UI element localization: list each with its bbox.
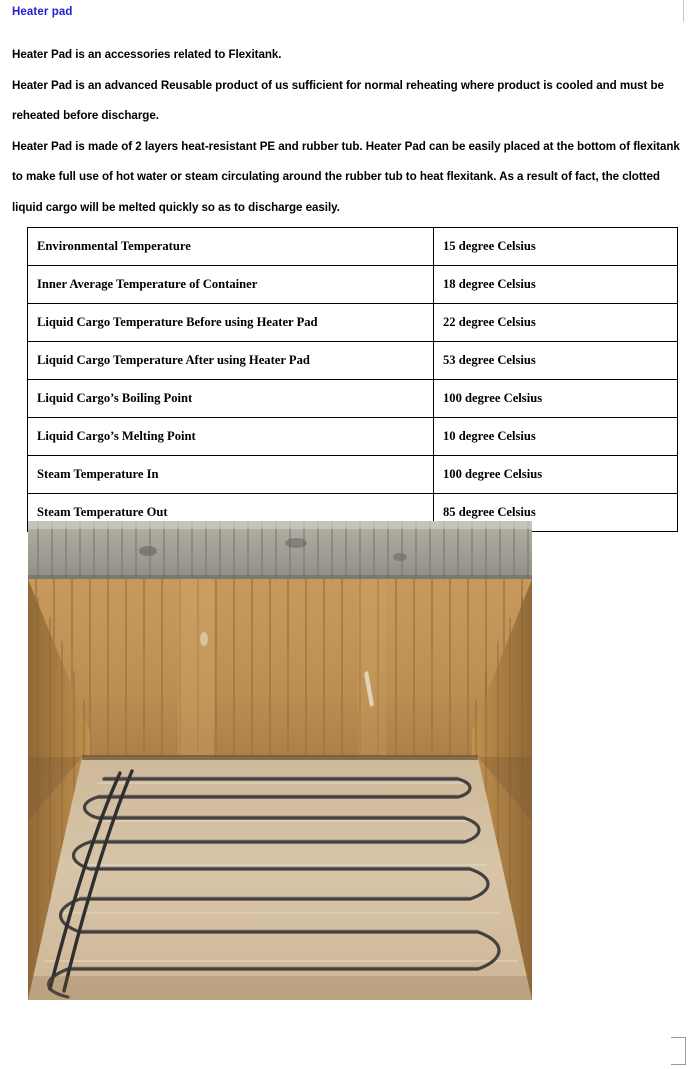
table-row [28,456,678,494]
table-cell-label: Liquid Cargo’s Boiling Point [28,380,434,418]
table-cell-label: Steam Temperature In [28,456,434,494]
table-cell-value: 53 degree Celsius [434,342,678,380]
specifications-table [27,227,678,532]
table-row [28,380,678,418]
table-cell-value: 10 degree Celsius [434,418,678,456]
table-cell-label: Liquid Cargo Temperature After using Heater Pad [28,342,434,380]
photo-illustration [28,521,532,1000]
table-cell-label: Environmental Temperature [28,228,434,266]
table-cell-value: 100 degree Celsius [434,380,678,418]
table-cell-label: Liquid Cargo Temperature Before using Heater Pad [28,304,434,342]
table-cell-label: Inner Average Temperature of Container [28,266,434,304]
paragraph-2: Heater Pad is an advanced Reusable product of us sufficient for normal reheating where product is cooled and must be reheated before discharge. [12,78,664,122]
paragraph-3: Heater Pad is made of 2 layers heat-resistant PE and rubber tub. Heater Pad can be easily placed at the bottom of flexitank to make full use of hot water or steam circulating around the rubber tub to heat flexitank. As a result of fact, the clotted liquid cargo will be melted quickly so as to discharge easily. [12,139,680,214]
body-text [12,40,684,223]
table-cell-value: 18 degree Celsius [434,266,678,304]
table-cell-value: 15 degree Celsius [434,228,678,266]
table-row [28,304,678,342]
page-title: Heater pad [12,6,73,18]
paragraph-1: Heater Pad is an accessories related to Flexitank. [12,48,282,61]
table-row [28,266,678,304]
table-row [28,342,678,380]
table-cell-value: 100 degree Celsius [434,456,678,494]
table-cell-value: 85 degree Celsius [434,494,678,532]
table-cell-label: Liquid Cargo’s Melting Point [28,418,434,456]
table-row [28,228,678,266]
table-row [28,418,678,456]
table-cell-label: Steam Temperature Out [28,494,434,532]
table-cell-value: 22 degree Celsius [434,304,678,342]
page-corner-mark [671,1037,686,1065]
heater-pad-photo [28,521,532,1000]
page-edge-rule [683,0,684,22]
